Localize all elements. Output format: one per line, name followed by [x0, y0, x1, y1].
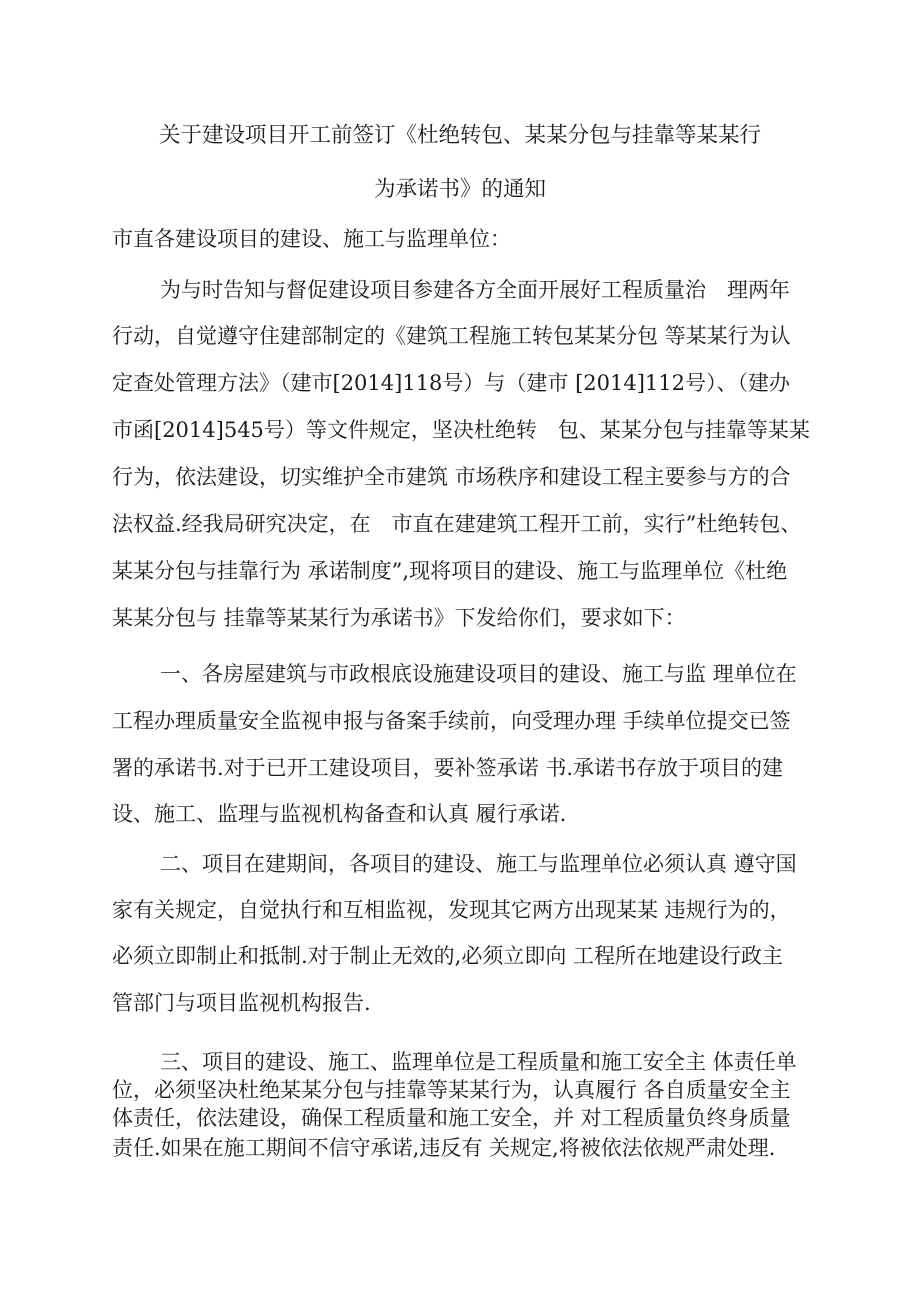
paragraph-2-line: 设、施工、监理与监视机构备查和认真 履行承诺.: [112, 802, 567, 826]
document-title-line-2: 为承诺书》的通知: [373, 177, 546, 202]
paragraph-3-line: 二、项目在建期间，各项目的建设、施工与监理单位必须认真 遵守国: [160, 852, 797, 876]
paragraph-3-line: 家有关规定，自觉执行和互相监视，发现其它两方出现某某 违规行为的，: [112, 898, 791, 922]
paragraph-1-line: 某某分包与 挂靠等某某行为承诺书》下发给你们，要求如下：: [112, 606, 686, 630]
paragraph-1-line: 定查处管理方法》（建市[2014]118号）与（建市 [2014]112号）、（建办: [112, 371, 790, 395]
paragraph-3-line: 管部门与项目监视机构报告.: [112, 991, 371, 1015]
paragraph-1-line: 行动，自觉遵守住建部制定的《建筑工程施工转包某某分包 等某某行为认: [112, 324, 791, 348]
paragraph-4-line: 责任.如果在施工期间不信守承诺,违反有 关规定,将被依法依规严肃处理.: [112, 1136, 776, 1160]
paragraph-3-line: 必须立即制止和抵制.对于制止无效的,必须立即向 工程所在地建设行政主: [112, 944, 784, 968]
paragraph-4-line: 体责任，依法建设，确保工程质量和施工安全，并 对工程质量负终身质量: [112, 1106, 791, 1130]
paragraph-1-line: 行为，依法建设，切实维护全市建筑 市场秩序和建设工程主要参与方的合: [112, 465, 791, 489]
paragraph-1-line: 某某分包与挂靠行为 承诺制度”,现将项目的建设、施工与监理单位《杜绝: [112, 559, 788, 583]
paragraph-2-line: 工程办理质量安全监视申报与备案手续前，向受理办理 手续单位提交已签: [112, 709, 791, 733]
paragraph-1-line: 市函[2014]545号）等文件规定，坚决杜绝转 包、某某分包与挂靠等某某: [112, 418, 810, 442]
paragraph-2-line: 一、各房屋建筑与市政根底设施建设项目的建设、施工与监 理单位在: [160, 662, 797, 686]
paragraph-4-line: 位，必须坚决杜绝某某分包与挂靠等某某行为，认真履行 各自质量安全主: [112, 1078, 791, 1102]
paragraph-1-line: 法权益.经我局研究决定，在 市直在建建筑工程开工前，实行”杜绝转包、: [112, 512, 802, 536]
paragraph-4-line: 三、项目的建设、施工、监理单位是工程质量和施工安全主 体责任单: [160, 1050, 797, 1074]
salutation: 市直各建设项目的建设、施工与监理单位：: [112, 227, 511, 251]
paragraph-2-line: 署的承诺书.对于已开工建设项目，要补签承诺 书.承诺书存放于项目的建: [112, 756, 784, 780]
document-title-line-1: 关于建设项目开工前签订《杜绝转包、某某分包与挂靠等某某行: [158, 123, 761, 148]
paragraph-1-line: 为与时告知与督促建设项目参建各方全面开展好工程质量治 理两年: [160, 278, 790, 302]
